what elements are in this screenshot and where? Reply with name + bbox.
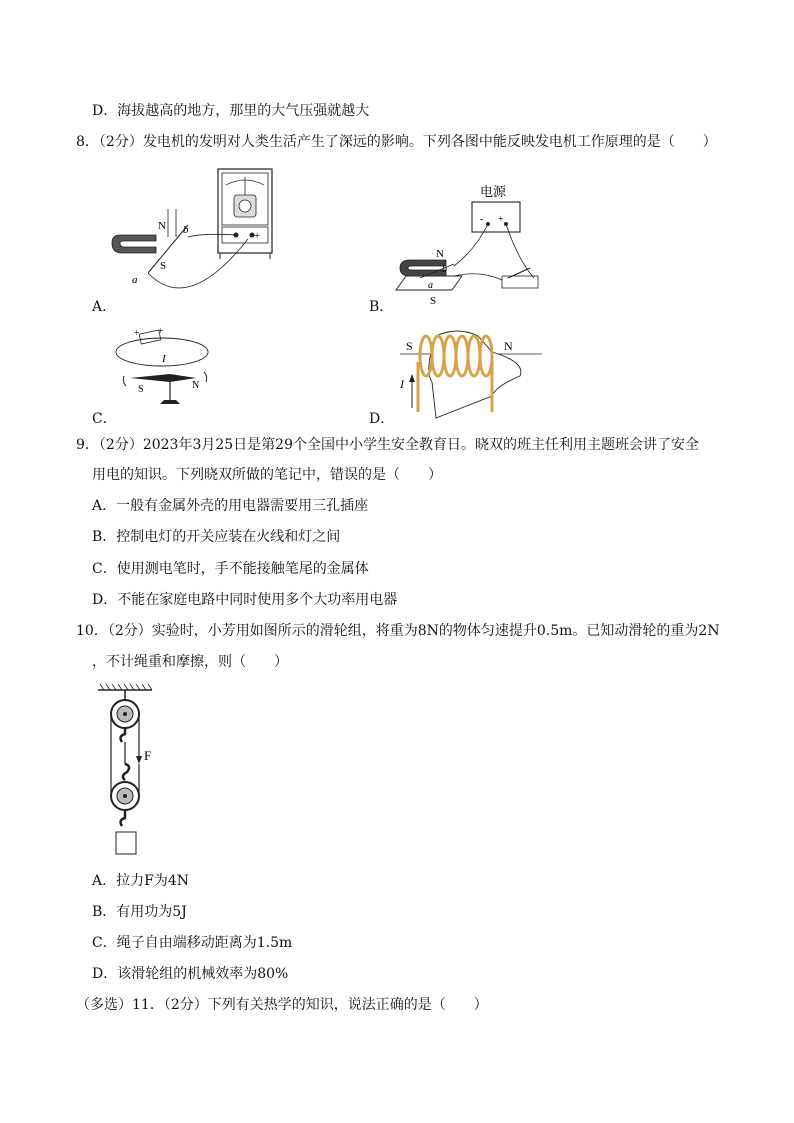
q8-figure-b <box>390 180 550 305</box>
svg-text:+: + <box>134 328 140 339</box>
q9-option-b: B．控制电灯的开关应装在火线和灯之间 <box>92 529 341 545</box>
q8-option-b: B． <box>369 299 394 315</box>
q8-figure-a <box>108 165 288 290</box>
q8-figure-d <box>396 322 546 422</box>
fig-a-plus-label: + <box>254 230 261 242</box>
q7-option-d: D．海拔越高的地方，那里的大气压强就越大 <box>92 103 370 119</box>
svg-text:b: b <box>183 224 189 236</box>
svg-text:电源: 电源 <box>480 184 507 199</box>
q10-stem-line2: ，不计绳重和摩擦，则（ ） <box>92 654 288 670</box>
svg-text:S: S <box>430 295 437 305</box>
q10-option-a: A．拉力F为4N <box>92 873 189 889</box>
svg-text:S: S <box>406 339 413 353</box>
q8-figure-c <box>110 322 220 412</box>
svg-text:+: + <box>158 326 164 337</box>
q8-stem: 8．（2分）发电机的发明对人类生活产生了深远的影响。下列各图中能反映发电机工作原理的是（ ） <box>76 134 717 150</box>
q8-option-d: D． <box>369 411 395 427</box>
q9-stem-line2: 用电的知识。下列晓双所做的笔记中，错误的是（ ） <box>92 467 442 483</box>
svg-text:-: - <box>480 214 484 225</box>
svg-text:N: N <box>504 339 513 353</box>
svg-text:S: S <box>138 384 144 395</box>
q9-option-d: D．不能在家庭电路中同时使用多个大功率用电器 <box>92 592 398 608</box>
q9-option-a: A．一般有金属外壳的用电器需要用三孔插座 <box>92 498 369 514</box>
svg-text:I: I <box>400 377 404 391</box>
q11-stem: （多选）11．（2分）下列有关热学的知识，说法正确的是（ ） <box>76 997 488 1013</box>
q9-stem-line1: 9．（2分）2023年3月25日是第29个全国中小学生安全教育日。晓双的班主任利用主题班会讲了安全 <box>76 437 699 453</box>
svg-text:a: a <box>428 280 433 291</box>
svg-text:F: F <box>144 748 152 763</box>
svg-text:b: b <box>442 264 447 275</box>
q10-pulley-figure <box>94 684 164 859</box>
svg-text:a: a <box>132 274 138 286</box>
svg-text:N: N <box>436 248 444 260</box>
q9-option-c: C．使用测电笔时，手不能接触笔尾的金属体 <box>92 561 369 577</box>
q10-option-b: B．有用功为5J <box>92 904 187 920</box>
q10-option-d: D．该滑轮组的机械效率为80% <box>92 966 289 982</box>
svg-text:N: N <box>158 220 166 232</box>
q10-stem-line1: 10．（2分）实验时，小芳用如图所示的滑轮组，将重为8N的物体匀速提升0.5m。已知动滑轮的重为2N <box>76 623 720 639</box>
svg-text:N: N <box>192 380 200 391</box>
q8-option-c: C． <box>92 411 117 427</box>
q10-option-c: C．绳子自由端移动距离为1.5m <box>92 935 293 951</box>
svg-text:+: + <box>498 214 504 225</box>
svg-text:I: I <box>162 353 166 365</box>
q8-option-a: A． <box>92 299 117 315</box>
svg-text:S: S <box>160 260 167 272</box>
